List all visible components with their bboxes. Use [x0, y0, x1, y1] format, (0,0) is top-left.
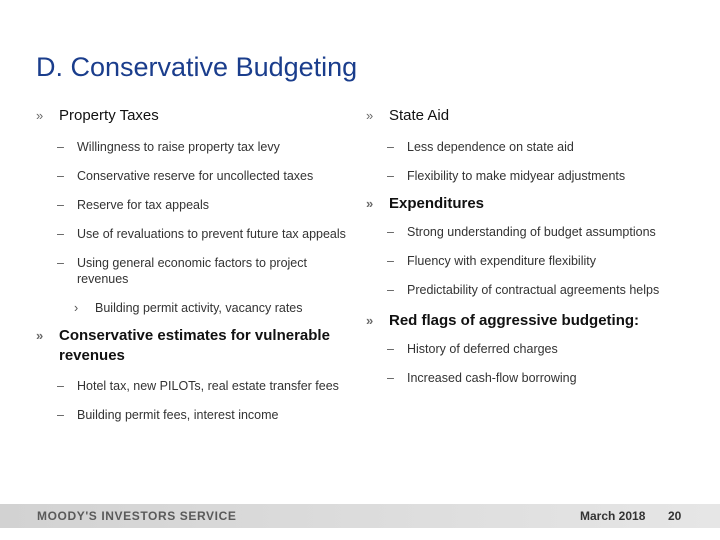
- dash-marker: –: [387, 371, 394, 385]
- footer-date: March 2018: [580, 509, 646, 523]
- list-item-text: Building permit fees, interest income: [77, 408, 279, 422]
- bullet-marker: »: [36, 328, 44, 343]
- dash-marker: –: [387, 169, 394, 183]
- heading-text: Red flags of aggressive budgeting:: [389, 312, 640, 329]
- left-column: [36, 106, 356, 423]
- list-item-text: Willingness to raise property tax levy: [77, 140, 280, 154]
- heading-property-taxes: [36, 106, 356, 126]
- bullet-marker: »: [366, 196, 374, 211]
- list-item-text: Increased cash-flow borrowing: [407, 371, 577, 385]
- heading-text: State Aid: [389, 107, 450, 124]
- heading-text: Expenditures: [389, 195, 485, 212]
- list-item-text: Fluency with expenditure flexibility: [407, 254, 596, 268]
- list-item: [366, 370, 696, 386]
- slide-title: D. Conservative Budgeting: [36, 52, 358, 82]
- heading-red-flags: [366, 311, 696, 331]
- heading-text: Conservative estimates for vulnerable revenues: [59, 327, 330, 364]
- dash-marker: –: [387, 140, 394, 154]
- dash-marker: –: [57, 140, 64, 154]
- list-item-text: Hotel tax, new PILOTs, real estate transfer fees: [77, 379, 339, 393]
- heading-expenditures: [366, 194, 696, 214]
- list-item-text: Using general economic factors to project revenues: [77, 256, 307, 286]
- list-item: [366, 282, 696, 298]
- list-item: [366, 253, 696, 269]
- list-item: [36, 168, 356, 184]
- dash-marker: –: [387, 342, 394, 356]
- list-item: [36, 255, 356, 287]
- list-item: [366, 341, 696, 357]
- dash-marker: –: [57, 227, 64, 241]
- list-item-text: Predictability of contractual agreements helps: [407, 283, 660, 297]
- footer-bar: [0, 504, 720, 528]
- list-item: [36, 226, 356, 242]
- list-item-text: Flexibility to make midyear adjustments: [407, 169, 626, 183]
- bullet-marker: »: [366, 108, 374, 123]
- list-item-text: Reserve for tax appeals: [77, 198, 210, 212]
- dash-marker: –: [387, 283, 394, 297]
- list-item: [366, 224, 696, 240]
- heading-vulnerable-revenues: [36, 326, 356, 366]
- dash-marker: –: [57, 256, 64, 270]
- dash-marker: –: [57, 379, 64, 393]
- list-item: [36, 378, 356, 394]
- brand-logo-text: MOODY'S INVESTORS SERVICE: [37, 509, 237, 523]
- heading-state-aid: [366, 106, 696, 126]
- list-item: [366, 139, 696, 155]
- list-item-text: History of deferred charges: [407, 342, 558, 356]
- sub-list-item: [36, 300, 356, 316]
- bullet-marker: »: [36, 108, 44, 123]
- list-item-text: Less dependence on state aid: [407, 140, 574, 154]
- list-item-text: Use of revaluations to prevent future tax appeals: [77, 227, 346, 241]
- list-item: [36, 407, 356, 423]
- dash-marker: –: [57, 198, 64, 212]
- dash-marker: –: [387, 254, 394, 268]
- list-item-text: Strong understanding of budget assumptions: [407, 225, 656, 239]
- chevron-marker: ›: [74, 301, 79, 315]
- page-number: 20: [668, 509, 682, 523]
- right-column: [366, 106, 696, 386]
- list-item: [36, 139, 356, 155]
- heading-text: Property Taxes: [59, 107, 159, 124]
- dash-marker: –: [387, 225, 394, 239]
- list-item-text: Conservative reserve for uncollected taxes: [77, 169, 314, 183]
- bullet-marker: »: [366, 313, 374, 328]
- list-item: [366, 168, 696, 184]
- dash-marker: –: [57, 408, 64, 422]
- dash-marker: –: [57, 169, 64, 183]
- list-item: [36, 197, 356, 213]
- sub-list-item-text: Building permit activity, vacancy rates: [95, 301, 303, 315]
